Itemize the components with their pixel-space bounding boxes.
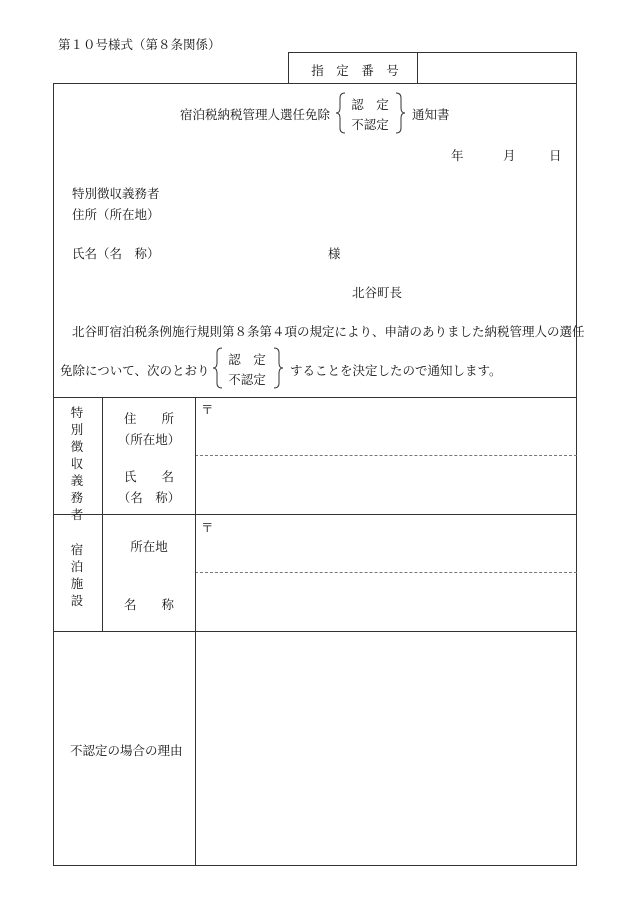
title-suffix: 通知書: [412, 107, 450, 122]
location-label: 所在地: [130, 539, 168, 554]
address-label-line-1: 住 所: [123, 411, 174, 426]
body-option-approve: 認 定: [228, 352, 266, 367]
facility-name-label: 名 称: [123, 597, 174, 612]
body-option-reject: 不認定: [228, 372, 266, 387]
title-option-reject: 不認定: [351, 117, 389, 132]
reason-field[interactable]: [200, 638, 570, 858]
left-brace-icon: [335, 92, 347, 134]
body-left-brace-icon: [212, 347, 224, 389]
section-facility-label: 宿泊施設: [70, 542, 84, 608]
postal-mark-1: 〒: [201, 402, 214, 417]
designation-number-label: 指 定 番 号: [311, 63, 399, 78]
section-tax-collector-label: 特別徴収義務者: [70, 405, 84, 522]
name-label-line-2: （名 称）: [117, 490, 181, 505]
body-line-1: 北谷町宿泊税条例施行規則第８条第４項の規定により、申請のありました納税管理人の選任: [72, 324, 585, 339]
postal-mark-2: 〒: [201, 520, 214, 535]
date-day: 日: [549, 148, 562, 163]
date-month: 月: [503, 148, 516, 163]
address-field[interactable]: [200, 418, 570, 448]
facility-name-field[interactable]: [200, 580, 570, 624]
body-line-2-suffix: することを決定したので通知します。: [290, 363, 502, 378]
designation-divider: [417, 52, 418, 84]
honorific: 様: [328, 246, 341, 261]
section-divider: [53, 514, 577, 515]
title-prefix: 宿泊税納税管理人選任免除: [180, 107, 331, 122]
table-top-line: [53, 397, 577, 398]
date-year: 年: [451, 148, 464, 163]
reason-divider: [53, 631, 577, 632]
name-label-line-1: 氏 名: [123, 469, 174, 484]
dashed-divider-1: [195, 455, 577, 456]
title-option-approve: 認 定: [351, 97, 389, 112]
body-line-2-prefix: 免除について、次のとおり: [60, 363, 210, 378]
reason-label: 不認定の場合の理由: [70, 743, 183, 758]
label-column-divider: [102, 397, 103, 631]
issuer: 北谷町長: [352, 285, 403, 300]
addressee-address-label: 住所（所在地）: [72, 207, 160, 222]
addressee-name-label: 氏名（名 称）: [72, 246, 160, 261]
addressee-role: 特別徴収義務者: [72, 186, 160, 201]
dashed-divider-2: [195, 572, 577, 573]
name-field[interactable]: [200, 462, 570, 506]
value-column-divider: [195, 397, 196, 866]
body-right-brace-icon: [272, 347, 284, 389]
address-label-line-2: （所在地）: [117, 432, 181, 447]
location-field[interactable]: [200, 535, 570, 565]
form-label: 第１０号様式（第８条関係）: [58, 37, 221, 52]
right-brace-icon: [394, 92, 406, 134]
